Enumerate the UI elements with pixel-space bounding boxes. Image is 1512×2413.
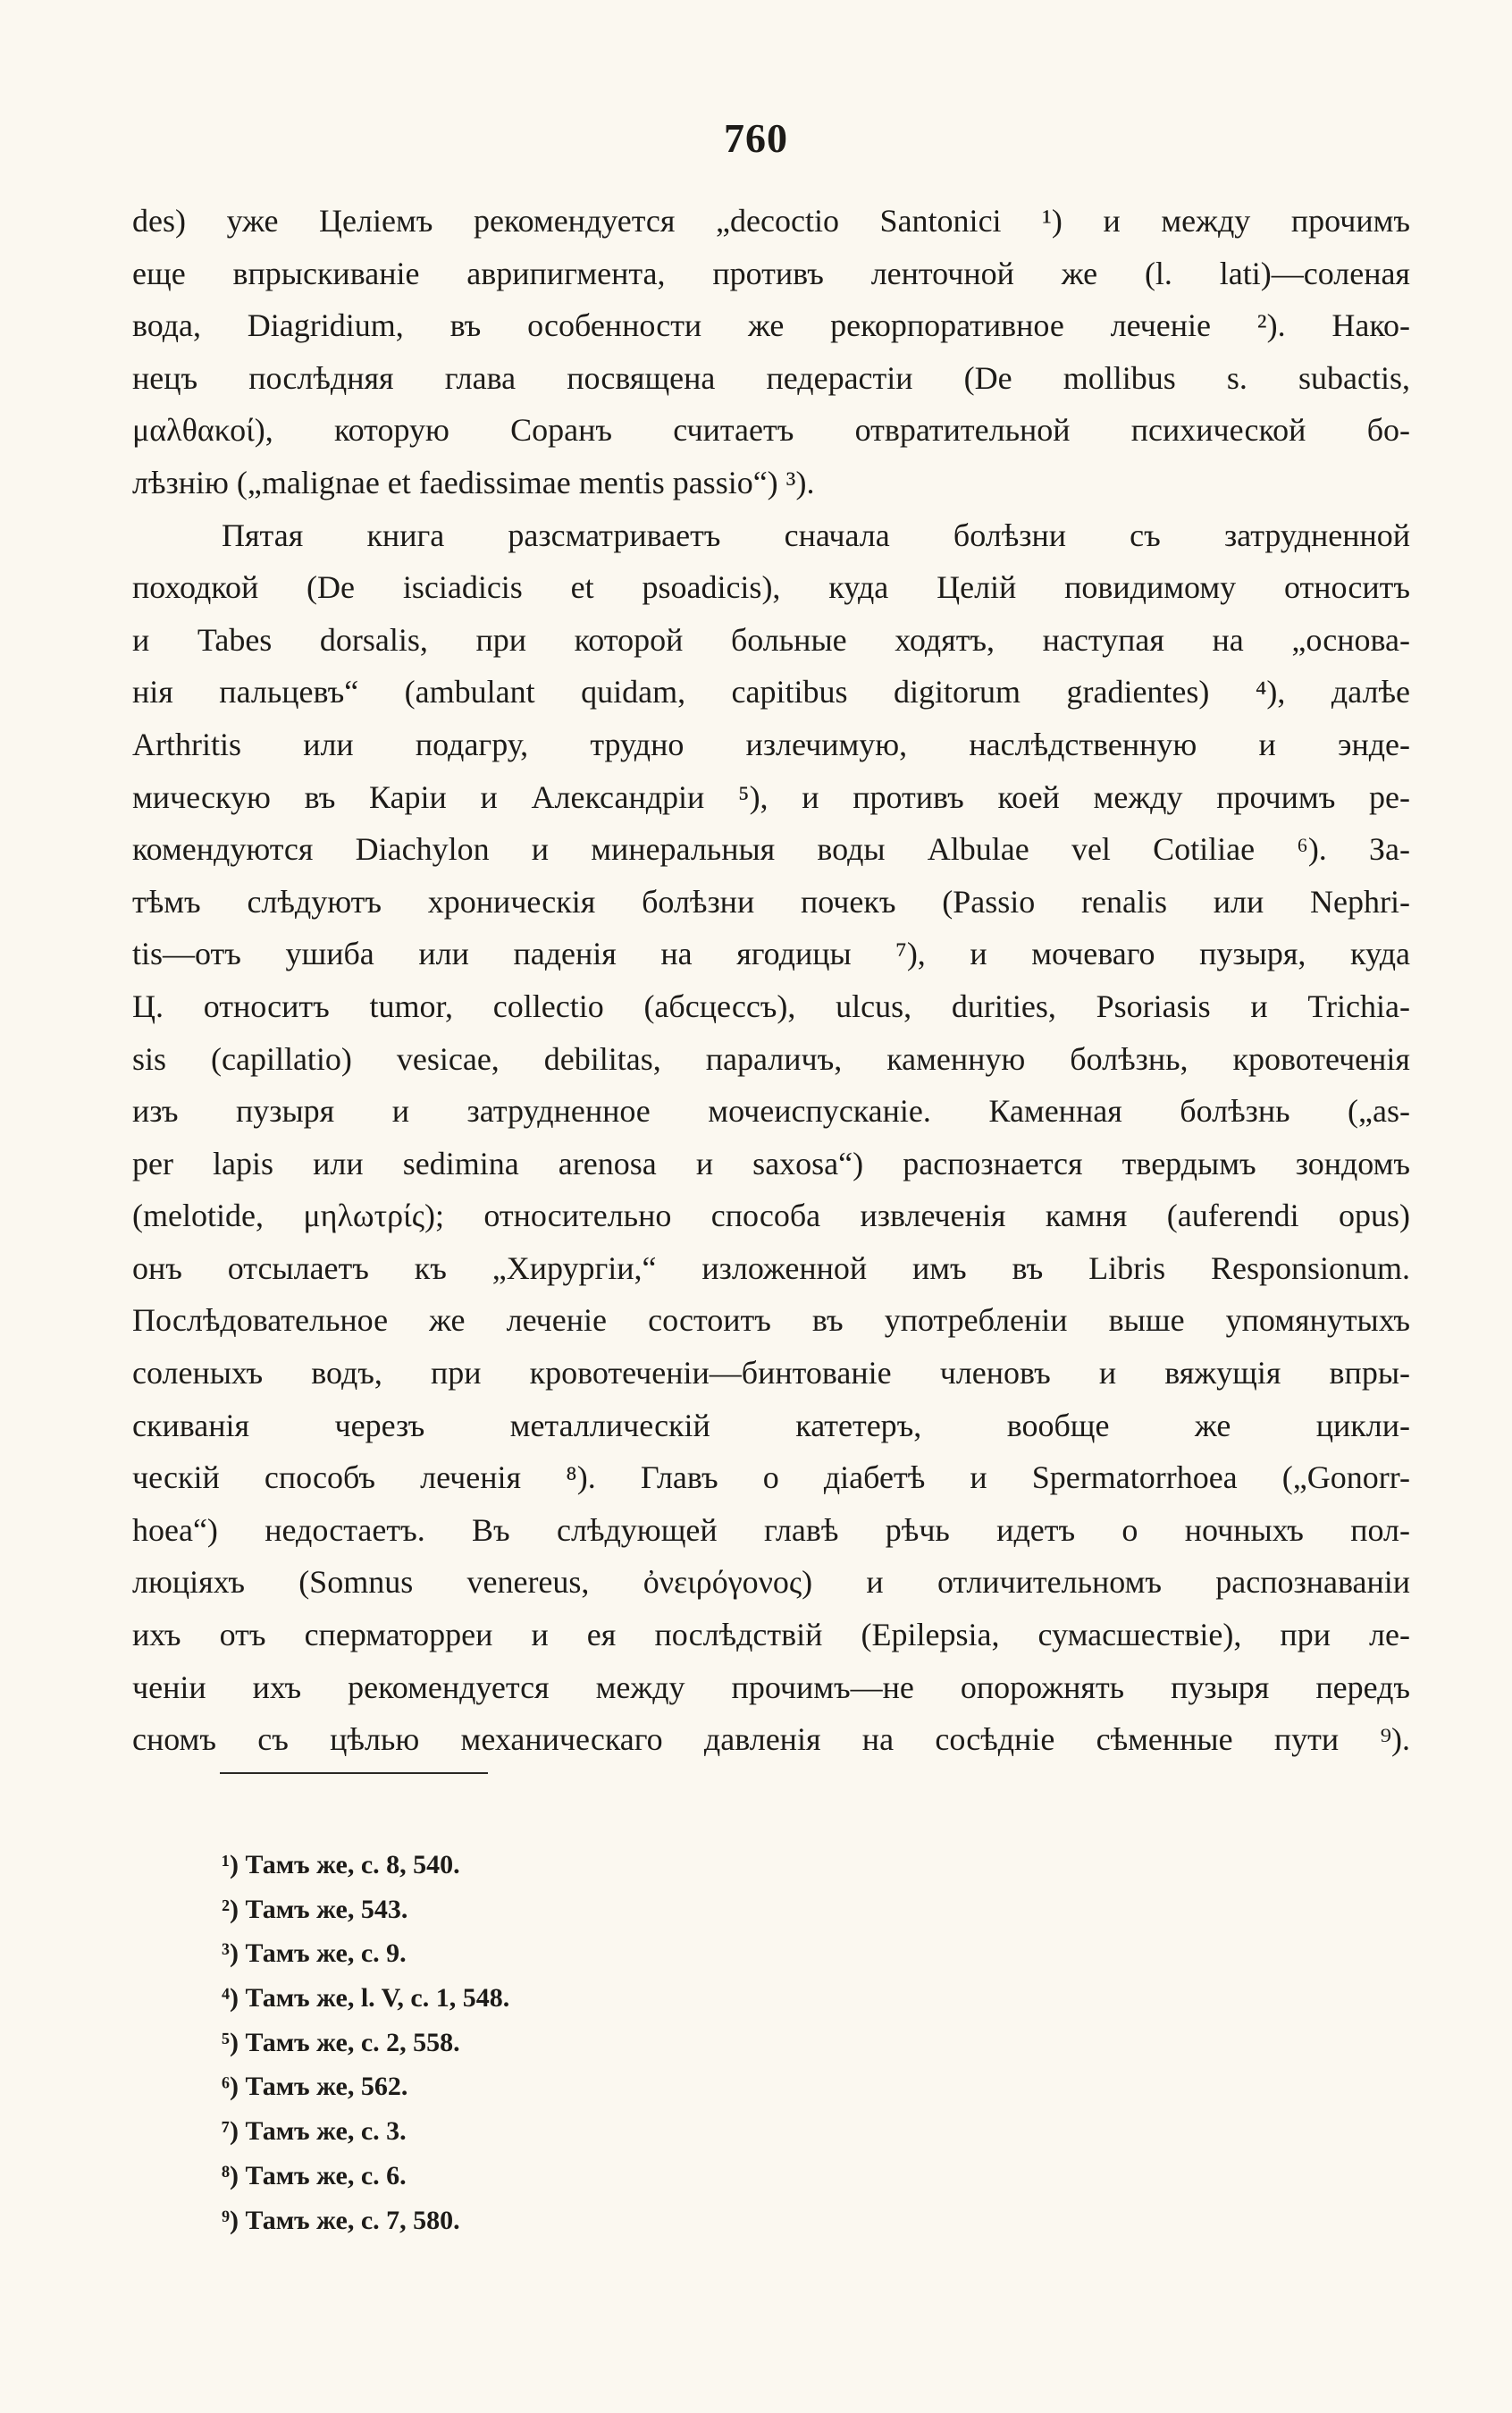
page-number: 760 (724, 115, 788, 161)
text-line: hoea“) недостаетъ. Въ слѣдующей главѣ рѣчь идетъ о ночныхъ пол- (132, 1511, 1410, 1548)
footnote: ²) Тамъ же, 543. (222, 1894, 408, 1924)
text-line: des) уже Целіемъ рекомендуется „decoctio Santonici ¹) и между прочимъ (132, 203, 1410, 239)
text-line: лѣзнію („malignae et faedissimae mentis passio“) ³). (132, 464, 815, 500)
footnote: ⁷) Тамъ же, с. 3. (222, 2116, 407, 2147)
footnote: ⁶) Тамъ же, 562. (222, 2072, 408, 2102)
text-line: люціяхъ (Somnus venereus, ὀνειρόγονος) и отличительномъ распознаваніи (132, 1564, 1410, 1601)
text-line: sis (capillatio) vesicae, debilitas, параличъ, каменную болѣзнь, кровотеченія (132, 1040, 1410, 1077)
text-line: Пятая книга разсматриваетъ сначала болѣзни съ затрудненной (222, 517, 1410, 553)
text-line: Arthritis или подагру, трудно излечимую, наслѣдственную и энде- (132, 726, 1410, 762)
text-line: походкой (De isciadicis et psoadicis), куда Целій повидимому относитъ (132, 569, 1410, 606)
text-line: Ц. относитъ tumor, collectio (абсцессъ), ulcus, durities, Psoriasis и Trichia- (132, 988, 1410, 1024)
text-line: нецъ послѣдняя глава посвящена педерастіи (De mollibus s. subactis, (132, 359, 1410, 396)
text-line: (melotide, μηλωτρίς); относительно способа извлеченія камня (auferendi opus) (132, 1198, 1410, 1234)
text-line: μαλθακοί), которую Соранъ считаетъ отвратительной психической бо- (132, 412, 1410, 449)
text-line: вода, Diagridium, въ особенности же рекорпоративное леченіе ²). Нако- (132, 307, 1410, 344)
footnote: ⁵) Тамъ же, с. 2, 558. (222, 2027, 460, 2057)
text-line: сномъ съ цѣлью механическаго давленія на сосѣдніе сѣменные пути ⁹). (132, 1721, 1410, 1758)
text-line: ченіи ихъ рекомендуется между прочимъ—не опорожнять пузыря передъ (132, 1669, 1410, 1705)
text-line: и Tabes dorsalis, при которой больные ходятъ, наступая на „основа- (132, 621, 1410, 658)
text-line: комендуются Diachylon и минеральныя воды Albulae vel Cotiliae ⁶). За- (132, 831, 1410, 868)
text-line: тѣмъ слѣдуютъ хроническія болѣзни почекъ (Passio renalis или Nephri- (132, 883, 1410, 920)
footnote-divider (220, 1772, 488, 1774)
footnote: ⁹) Тамъ же, с. 7, 580. (222, 2205, 460, 2235)
text-line: мическую въ Каріи и Александріи ⁵), и противъ коей между прочимъ ре- (132, 778, 1410, 815)
footnote: ¹) Тамъ же, с. 8, 540. (222, 1850, 460, 1879)
footnotes (222, 1843, 1026, 2242)
footnote: ³) Тамъ же, с. 9. (222, 1938, 407, 1969)
text-line: скиванія черезъ металлическій катетеръ, вообще же цикли- (132, 1407, 1410, 1443)
text-line: нія пальцевъ“ (ambulant quidam, capitibus digitorum gradientes) ⁴), далѣе (132, 674, 1410, 710)
text-line: изъ пузыря и затрудненное мочеиспусканіе. Каменная болѣзнь („as- (132, 1093, 1410, 1130)
text-line: онъ отсылаетъ къ „Хирургіи,“ изложенной имъ въ Libris Responsionum. (132, 1249, 1410, 1286)
text-line: ихъ отъ сперматорреи и ея послѣдствій (Epilepsia, сумасшествіе), при ле- (132, 1617, 1410, 1653)
text-line: ческій способъ леченія ⁸). Главъ о діабетѣ и Spermatorrhoea („Gonorr- (132, 1459, 1410, 1496)
text-line: соленыхъ водъ, при кровотеченіи—бинтованіе членовъ и вяжущія впры- (132, 1355, 1410, 1391)
body-text (132, 195, 1410, 1766)
text-line: Послѣдовательное же леченіе состоитъ въ употребленіи выше упомянутыхъ (132, 1302, 1410, 1339)
text-line: tis—отъ ушиба или паденія на ягодицы ⁷), и мочеваго пузыря, куда (132, 936, 1410, 972)
text-line: per lapis или sedimina arenosa и saxosa“) распознается твердымъ зондомъ (132, 1145, 1411, 1181)
footnote: ⁴) Тамъ же, l. V, с. 1, 548. (222, 1983, 510, 2014)
footnote: ⁸) Тамъ же, с. 6. (222, 2160, 407, 2190)
text-line: еще впрыскиванie аврипигмента, противъ ленточной же (l. lati)—соленая (132, 255, 1410, 291)
